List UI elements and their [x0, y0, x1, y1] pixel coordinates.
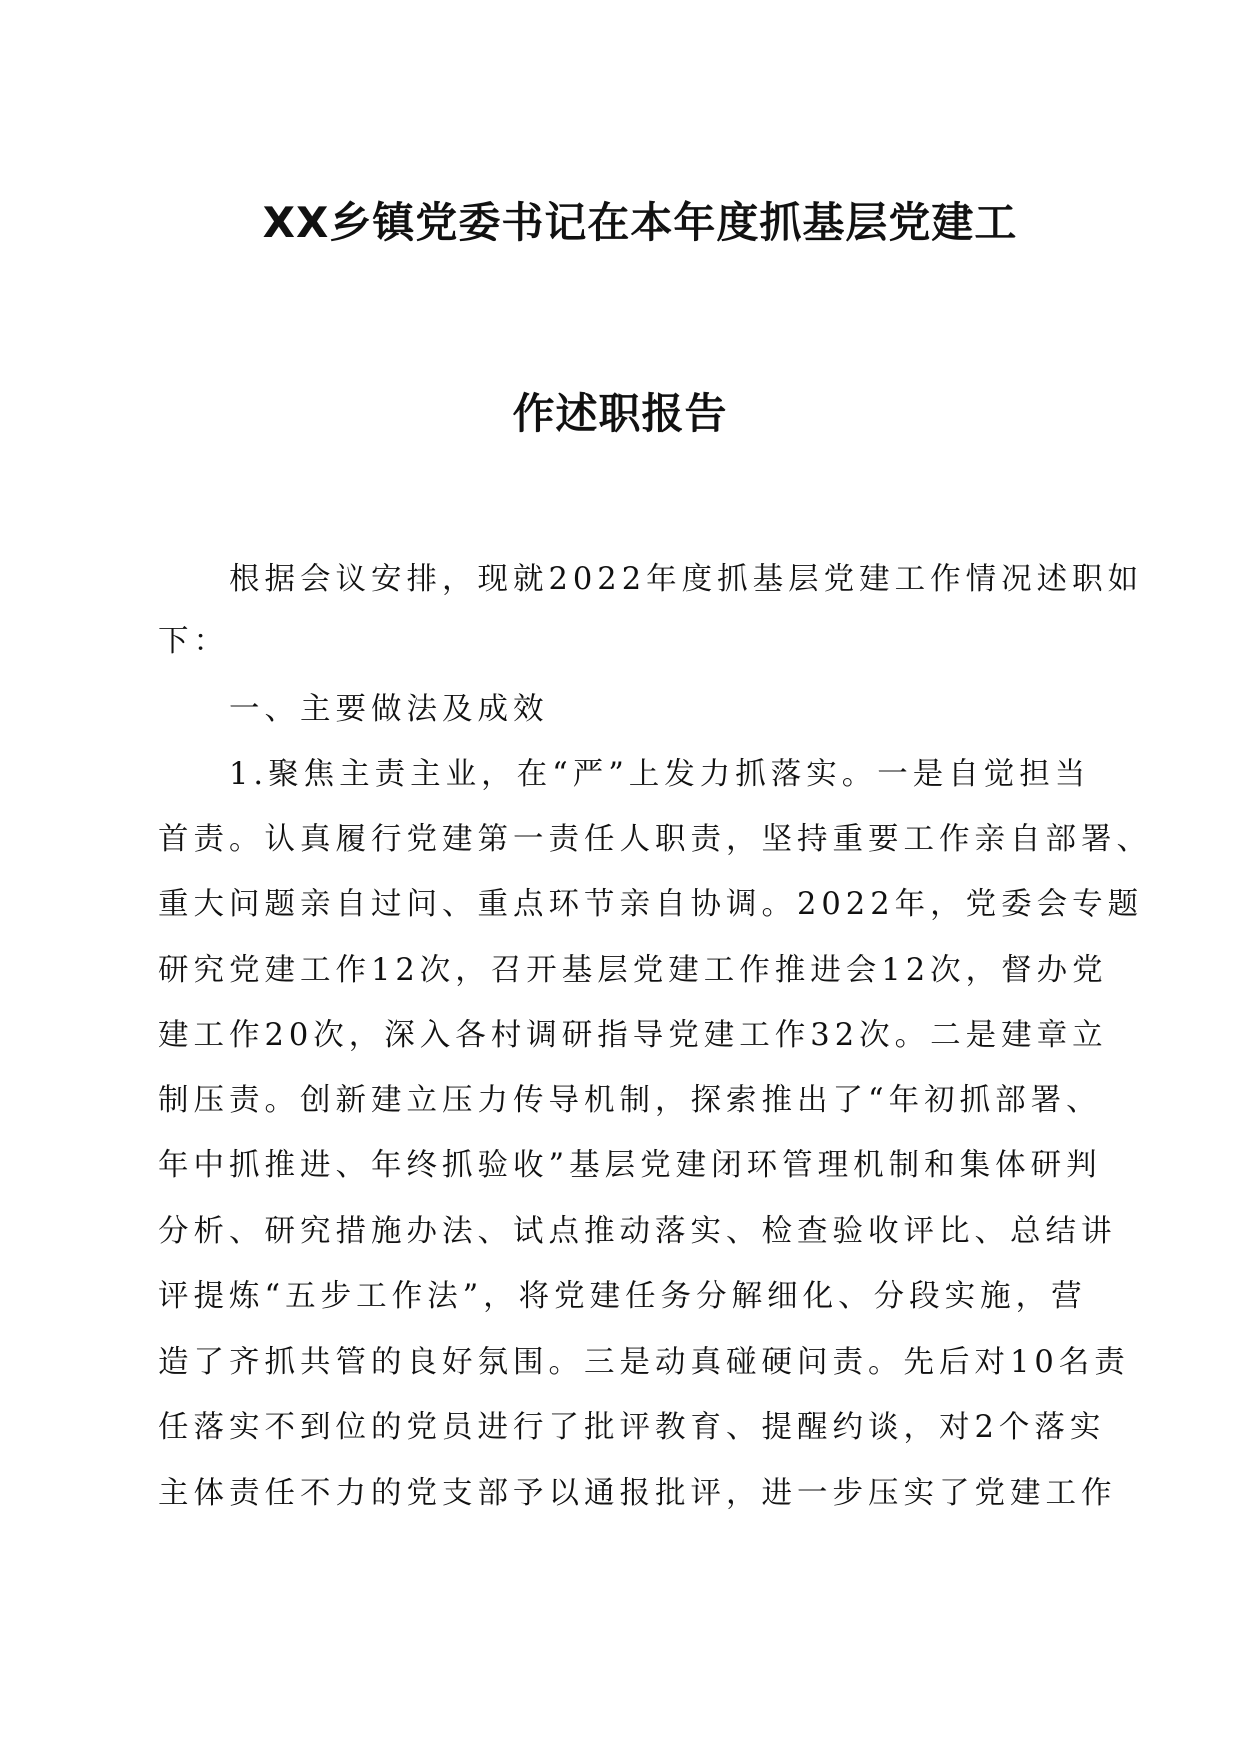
paragraph-line: 主体责任不力的党支部予以通报批评，进一步压实了党建工作 [158, 1476, 1117, 1511]
paragraph-line: 制压责。创新建立压力传导机制，探索推出了“年初抓部署、 [158, 1083, 1102, 1118]
section-heading: 一、主要做法及成效 [158, 692, 549, 727]
paragraph-line: 下： [158, 624, 229, 659]
paragraph-line: 评提炼“五步工作法”，将党建任务分解细化、分段实施，营 [158, 1279, 1087, 1314]
paragraph-line: 重大问题亲自过问、重点环节亲自协调。2022年，党委会专题 [158, 887, 1144, 922]
paragraph-line: 造了齐抓共管的良好氛围。三是动真碰硬问责。先后对10名责 [158, 1345, 1130, 1380]
document-title-line-1: XX乡镇党委书记在本年度抓基层党建工 [262, 198, 1018, 247]
paragraph-line: 研究党建工作12次，召开基层党建工作推进会12次，督办党 [158, 953, 1108, 988]
paragraph-line: 1.聚焦主责主业，在“严”上发力抓落实。一是自觉担当 [158, 757, 1091, 792]
paragraph-line: 建工作20次，深入各村调研指导党建工作32次。二是建章立 [158, 1018, 1108, 1053]
paragraph-line: 根据会议安排，现就2022年度抓基层党建工作情况述职如 [158, 562, 1144, 597]
paragraph-line: 年中抓推进、年终抓验收”基层党建闭环管理机制和集体研判 [158, 1148, 1102, 1183]
paragraph-line: 分析、研究措施办法、试点推动落实、检查验收评比、总结讲 [158, 1214, 1117, 1249]
document-title-line-2: 作述职报告 [512, 389, 728, 438]
paragraph-line: 任落实不到位的党员进行了批评教育、提醒约谈，对2个落实 [158, 1410, 1106, 1445]
paragraph-line: 首责。认真履行党建第一责任人职责，坚持重要工作亲自部署、 [158, 822, 1152, 857]
